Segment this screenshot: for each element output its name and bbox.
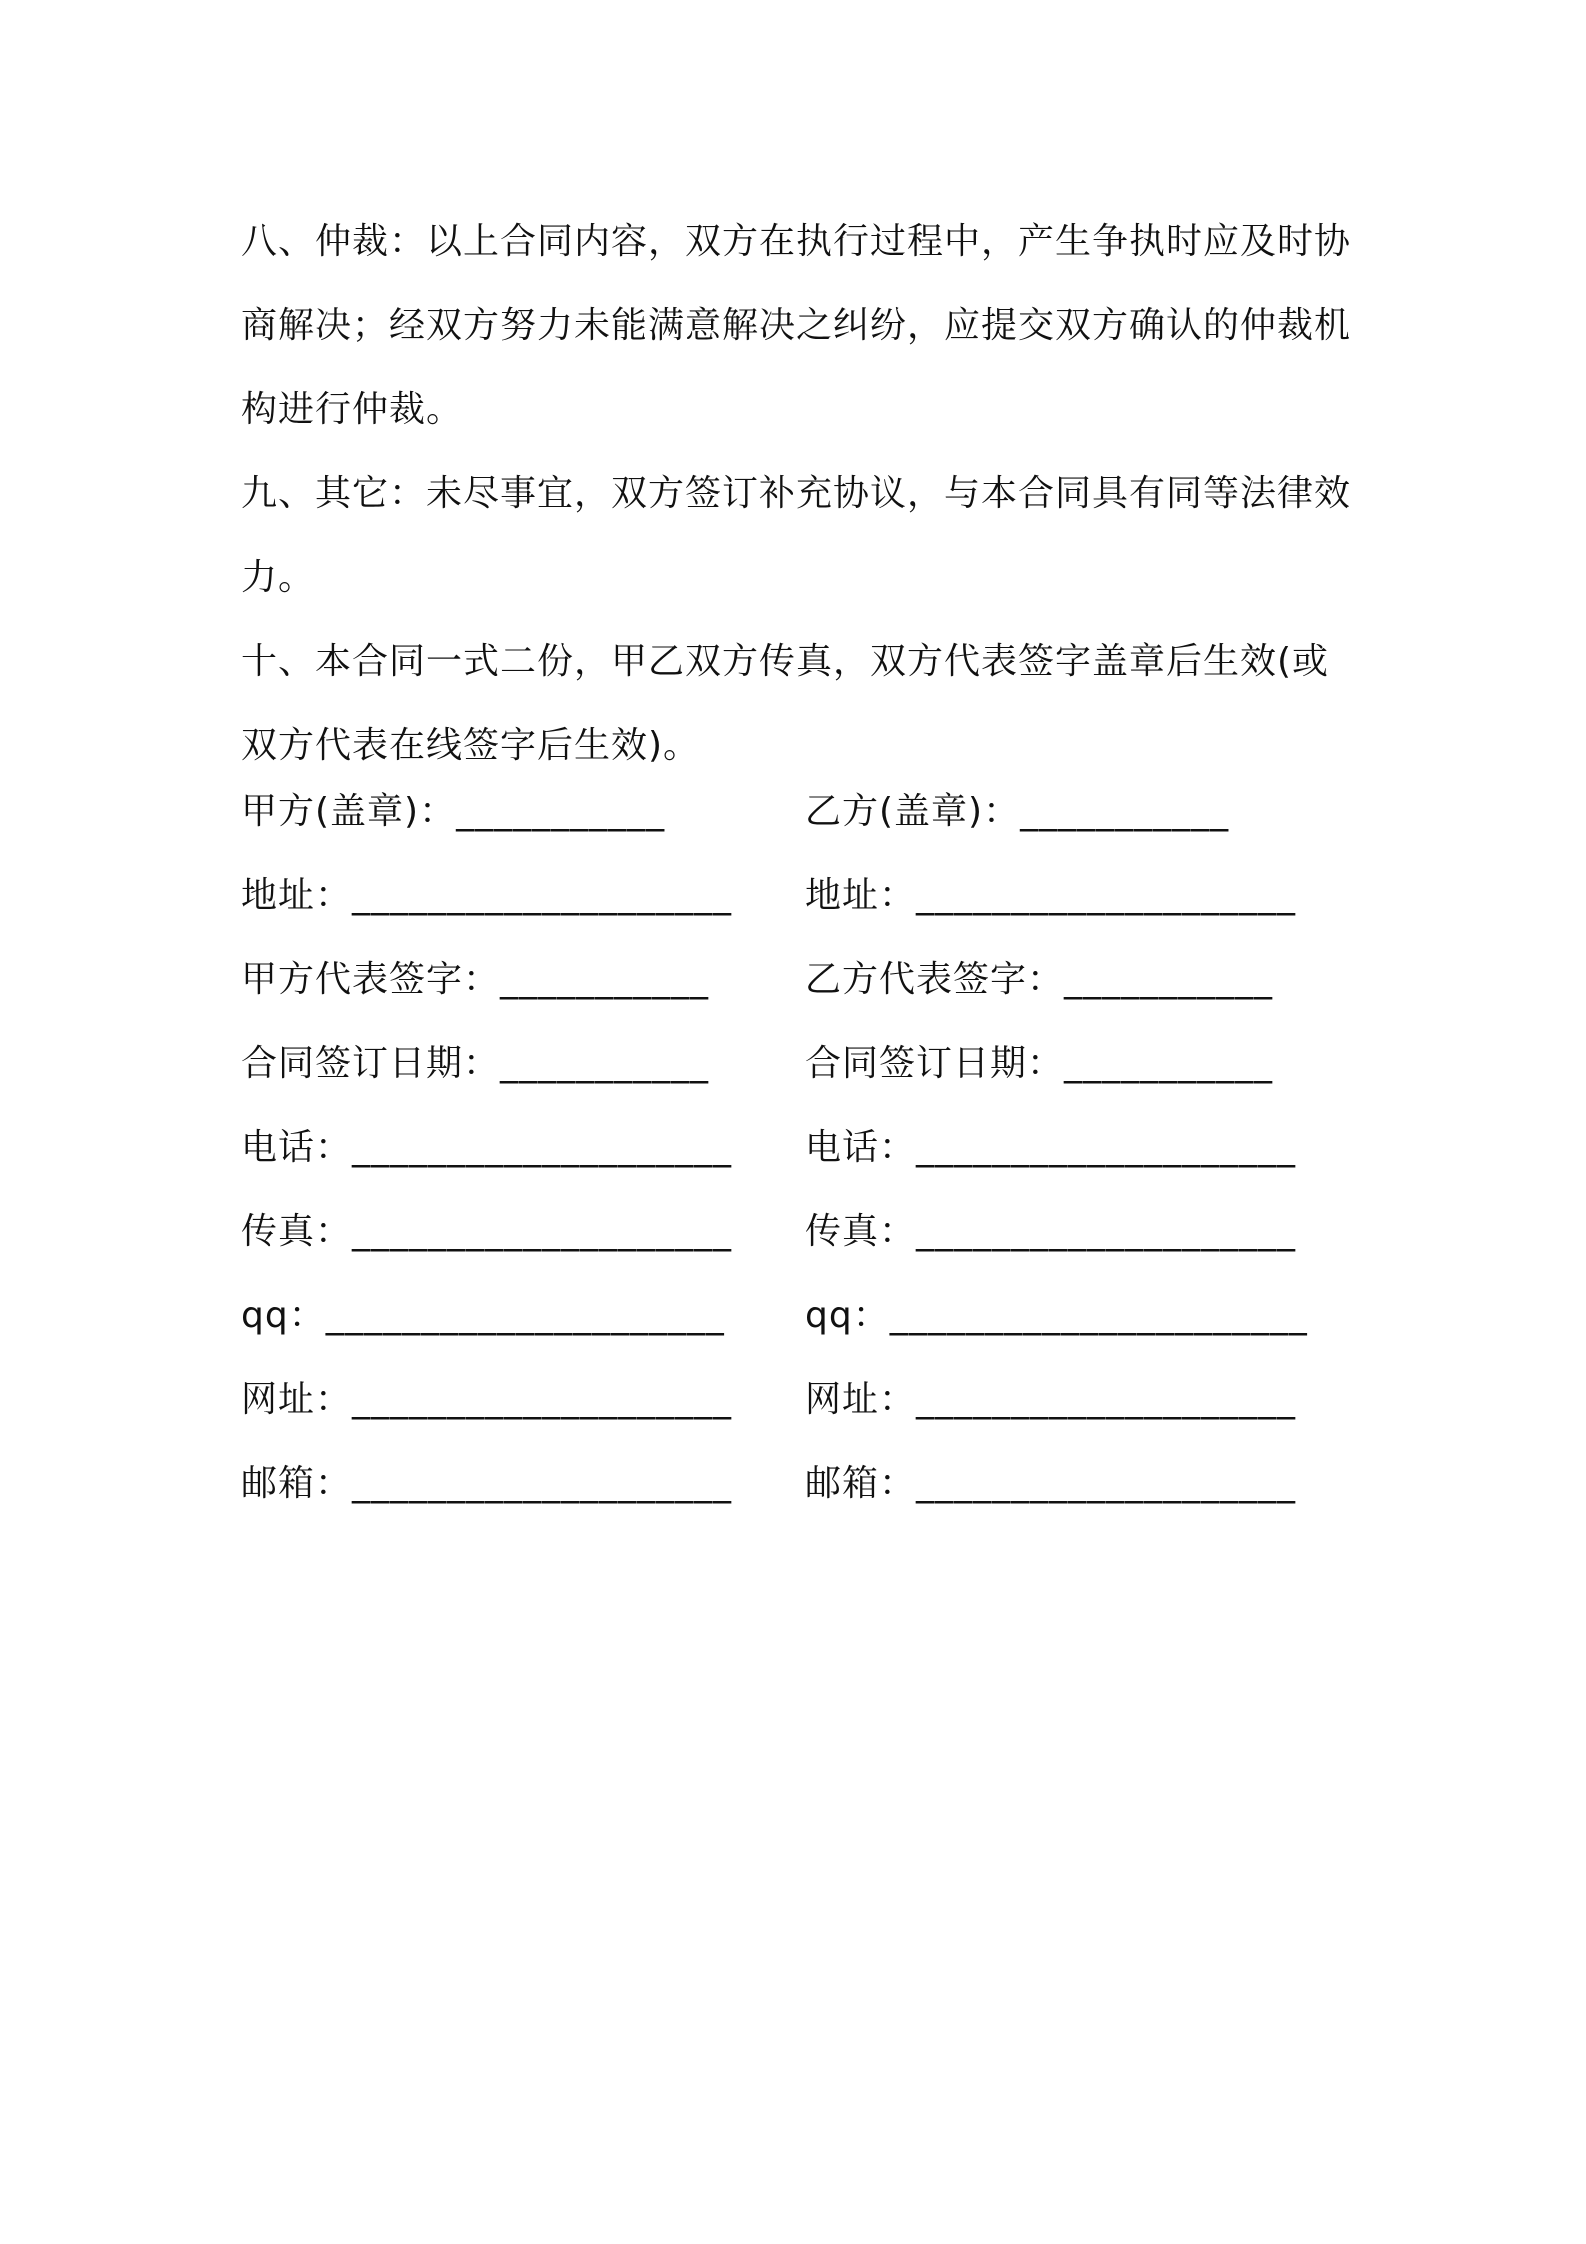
party-b-address-field: 地址：____________________	[805, 875, 1297, 916]
party-a-website-field: 网址：____________________	[241, 1379, 733, 1420]
party-a-email-field: 邮箱：____________________	[241, 1463, 733, 1504]
signature-row	[241, 770, 1371, 854]
signature-row	[241, 854, 1371, 938]
signature-row	[241, 938, 1371, 1022]
party-a-seal-field: 甲方(盖章)：___________	[241, 791, 666, 832]
signature-row	[241, 1106, 1371, 1190]
party-a-representative-field: 甲方代表签字：___________	[241, 959, 710, 1000]
contract-clauses	[241, 200, 1371, 788]
clause-line: 九、其它：未尽事宜，双方签订补充协议，与本合同具有同等法律效	[241, 473, 1352, 514]
party-a-date-field: 合同签订日期：___________	[241, 1043, 710, 1084]
party-a-phone-field: 电话：____________________	[241, 1127, 733, 1168]
clause-line: 力。	[241, 557, 316, 598]
signature-block	[241, 770, 1371, 1526]
party-b-email-field: 邮箱：____________________	[805, 1463, 1297, 1504]
party-b-qq-field: qq：______________________	[805, 1295, 1308, 1336]
signature-row	[241, 1022, 1371, 1106]
party-b-seal-field: 乙方(盖章)：___________	[805, 791, 1230, 832]
signature-row	[241, 1274, 1371, 1358]
party-a-fax-field: 传真：____________________	[241, 1211, 733, 1252]
party-b-phone-field: 电话：____________________	[805, 1127, 1297, 1168]
party-a-qq-field: qq：_____________________	[241, 1295, 725, 1336]
clause-line: 八、仲裁：以上合同内容，双方在执行过程中，产生争执时应及时协	[241, 221, 1352, 262]
party-b-representative-field: 乙方代表签字：___________	[805, 959, 1274, 1000]
signature-row	[241, 1358, 1371, 1442]
signature-row	[241, 1190, 1371, 1274]
party-a-address-field: 地址：____________________	[241, 875, 733, 916]
party-b-date-field: 合同签订日期：___________	[805, 1043, 1274, 1084]
clause-line: 构进行仲裁。	[241, 389, 464, 430]
signature-row	[241, 1442, 1371, 1526]
party-b-fax-field: 传真：____________________	[805, 1211, 1297, 1252]
party-b-website-field: 网址：____________________	[805, 1379, 1297, 1420]
clause-line: 商解决；经双方努力未能满意解决之纠纷，应提交双方确认的仲裁机	[241, 305, 1352, 346]
clause-line: 双方代表在线签字后生效)。	[241, 725, 701, 766]
clause-line: 十、本合同一式二份，甲乙双方传真，双方代表签字盖章后生效(或	[241, 641, 1330, 682]
